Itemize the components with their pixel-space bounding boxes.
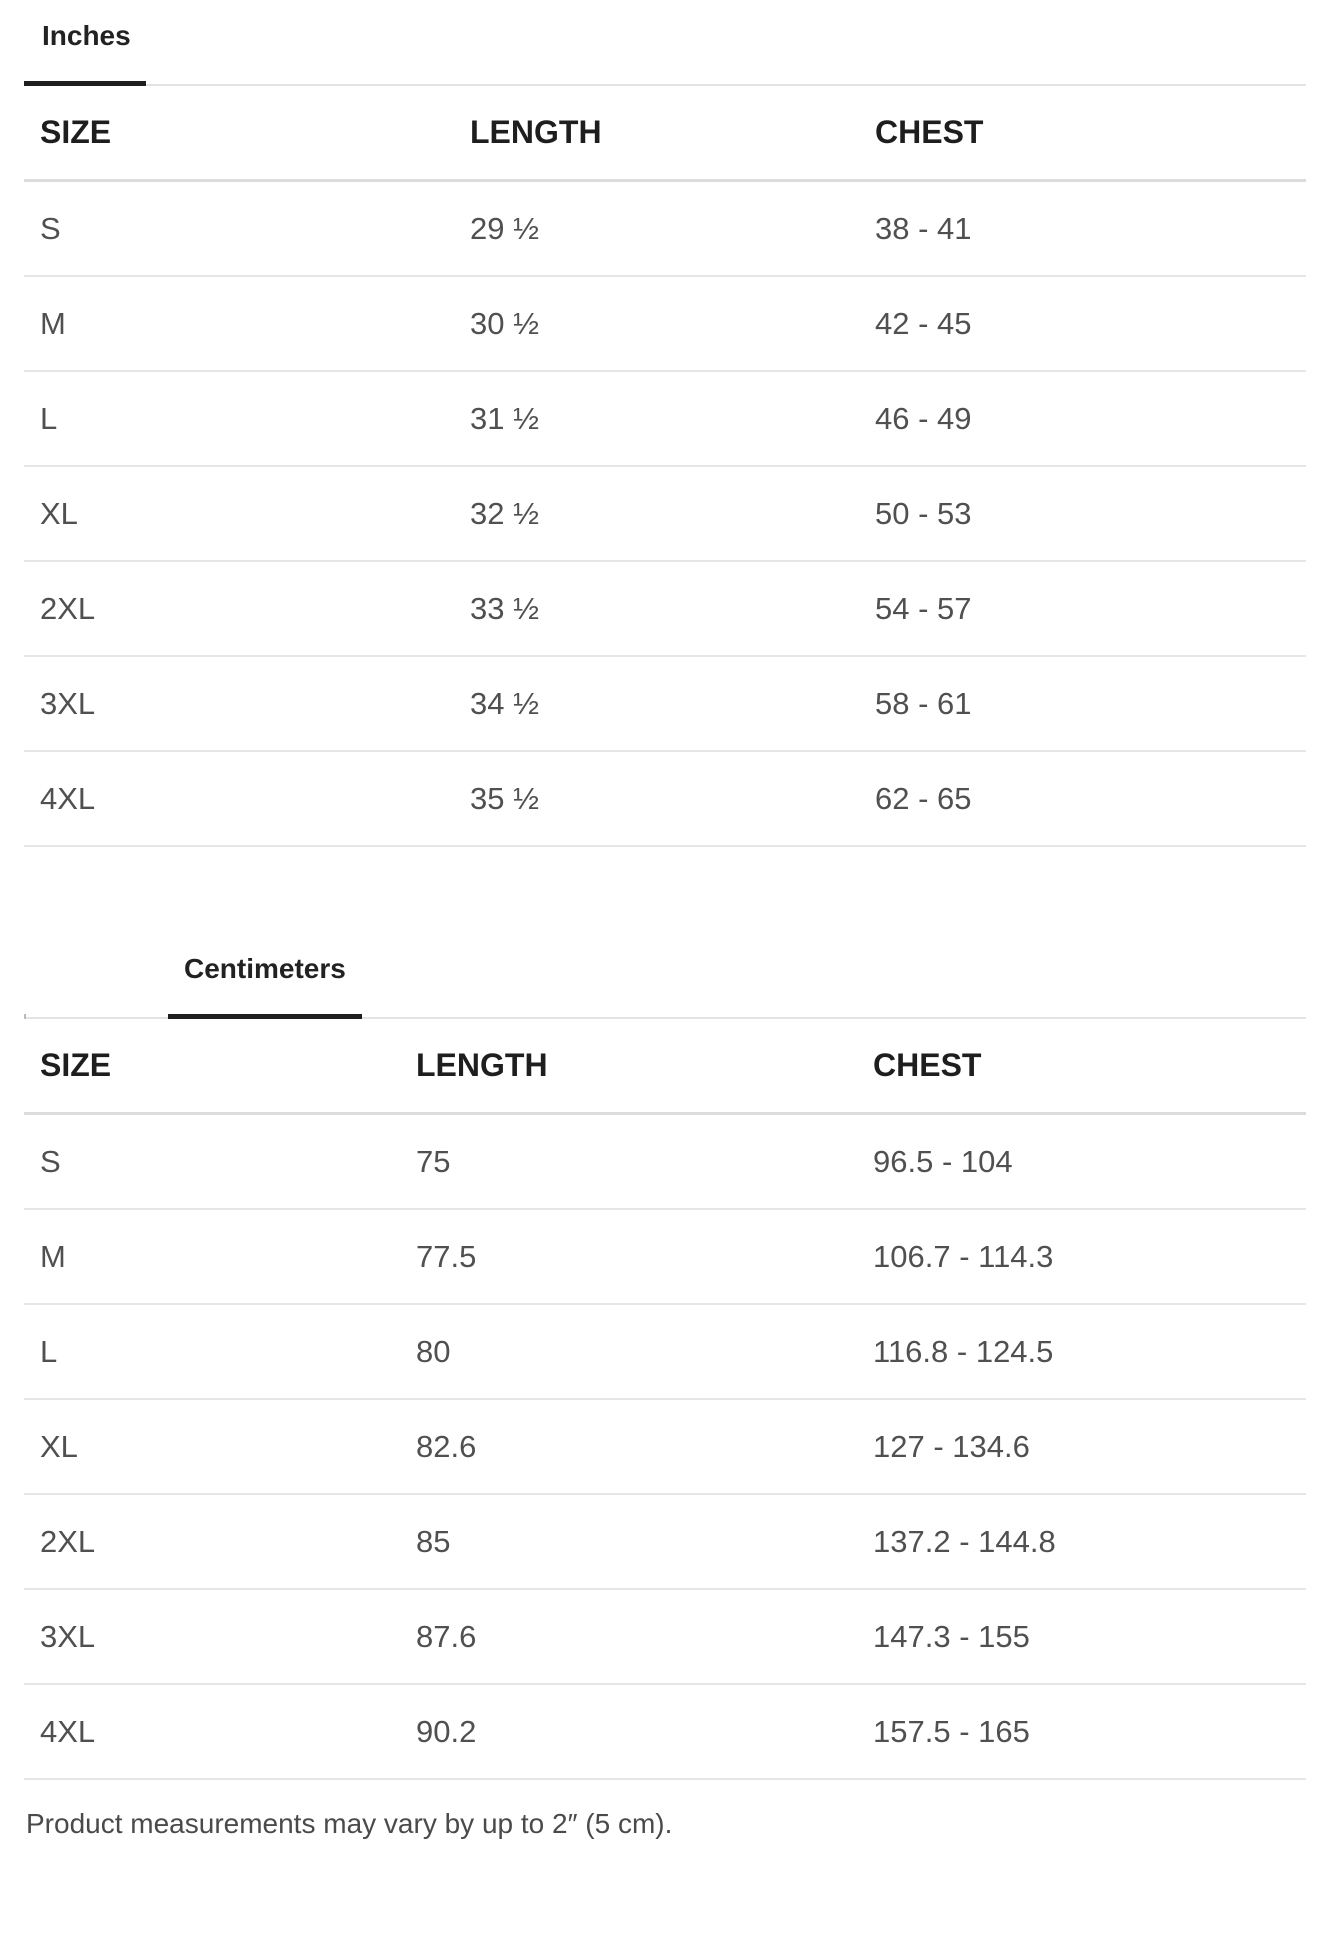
chest-cell: 42 - 45 [859, 276, 1306, 371]
size-cell: 2XL [24, 561, 454, 656]
centimeters-table [24, 1019, 1306, 1780]
length-cell: 31 ½ [454, 371, 859, 466]
header-chest: CHEST [859, 86, 1306, 181]
length-cell: 29 ½ [454, 181, 859, 277]
header-size: SIZE [24, 1019, 400, 1114]
length-cell: 77.5 [400, 1209, 857, 1304]
table-row [24, 276, 1306, 371]
size-cell: 4XL [24, 1684, 400, 1779]
inches-tab-bar [24, 0, 1306, 86]
size-cell: 3XL [24, 1589, 400, 1684]
measurement-disclaimer: Product measurements may vary by up to 2″ (5 cm). [26, 1808, 673, 1839]
tab-edge-marker [24, 1014, 26, 1019]
size-cell: M [24, 276, 454, 371]
table-row [24, 1304, 1306, 1399]
length-cell: 35 ½ [454, 751, 859, 846]
size-cell: S [24, 1114, 400, 1210]
length-cell: 80 [400, 1304, 857, 1399]
chest-cell: 50 - 53 [859, 466, 1306, 561]
chest-cell: 38 - 41 [859, 181, 1306, 277]
centimeters-header-row [24, 1019, 1306, 1114]
chest-cell: 62 - 65 [859, 751, 1306, 846]
size-cell: XL [24, 1399, 400, 1494]
inches-table [24, 86, 1306, 847]
centimeters-size-chart [24, 933, 1306, 1780]
chest-cell: 54 - 57 [859, 561, 1306, 656]
table-row [24, 1684, 1306, 1779]
table-row [24, 561, 1306, 656]
table-row [24, 466, 1306, 561]
tab-inches-label: Inches [42, 20, 131, 51]
chest-cell: 58 - 61 [859, 656, 1306, 751]
size-cell: M [24, 1209, 400, 1304]
table-row [24, 656, 1306, 751]
size-cell: 2XL [24, 1494, 400, 1589]
size-cell: L [24, 1304, 400, 1399]
length-cell: 33 ½ [454, 561, 859, 656]
table-row [24, 1494, 1306, 1589]
chest-cell: 106.7 - 114.3 [857, 1209, 1306, 1304]
table-row [24, 181, 1306, 277]
header-size: SIZE [24, 86, 454, 181]
tab-centimeters-active-indicator [168, 1014, 362, 1019]
length-cell: 32 ½ [454, 466, 859, 561]
length-cell: 75 [400, 1114, 857, 1210]
table-row [24, 1114, 1306, 1210]
chest-cell: 46 - 49 [859, 371, 1306, 466]
centimeters-tab-bar [24, 933, 1306, 1019]
table-row [24, 751, 1306, 846]
inches-header-row [24, 86, 1306, 181]
header-chest: CHEST [857, 1019, 1306, 1114]
length-cell: 90.2 [400, 1684, 857, 1779]
length-cell: 82.6 [400, 1399, 857, 1494]
size-cell: L [24, 371, 454, 466]
table-row [24, 1209, 1306, 1304]
table-row [24, 371, 1306, 466]
chest-cell: 96.5 - 104 [857, 1114, 1306, 1210]
length-cell: 34 ½ [454, 656, 859, 751]
chest-cell: 147.3 - 155 [857, 1589, 1306, 1684]
tab-inches[interactable] [24, 0, 146, 84]
header-length: LENGTH [400, 1019, 857, 1114]
length-cell: 87.6 [400, 1589, 857, 1684]
tab-centimeters-label: Centimeters [184, 953, 346, 984]
length-cell: 30 ½ [454, 276, 859, 371]
chest-cell: 116.8 - 124.5 [857, 1304, 1306, 1399]
table-row [24, 1399, 1306, 1494]
inches-size-chart [24, 0, 1306, 847]
chest-cell: 127 - 134.6 [857, 1399, 1306, 1494]
size-cell: XL [24, 466, 454, 561]
length-cell: 85 [400, 1494, 857, 1589]
chest-cell: 137.2 - 144.8 [857, 1494, 1306, 1589]
header-length: LENGTH [454, 86, 859, 181]
size-cell: S [24, 181, 454, 277]
size-cell: 4XL [24, 751, 454, 846]
tab-centimeters[interactable] [168, 933, 362, 1017]
table-row [24, 1589, 1306, 1684]
tab-inches-active-indicator [24, 81, 146, 86]
tab-inches-inactive[interactable] [24, 933, 144, 1017]
size-cell: 3XL [24, 656, 454, 751]
chest-cell: 157.5 - 165 [857, 1684, 1306, 1779]
